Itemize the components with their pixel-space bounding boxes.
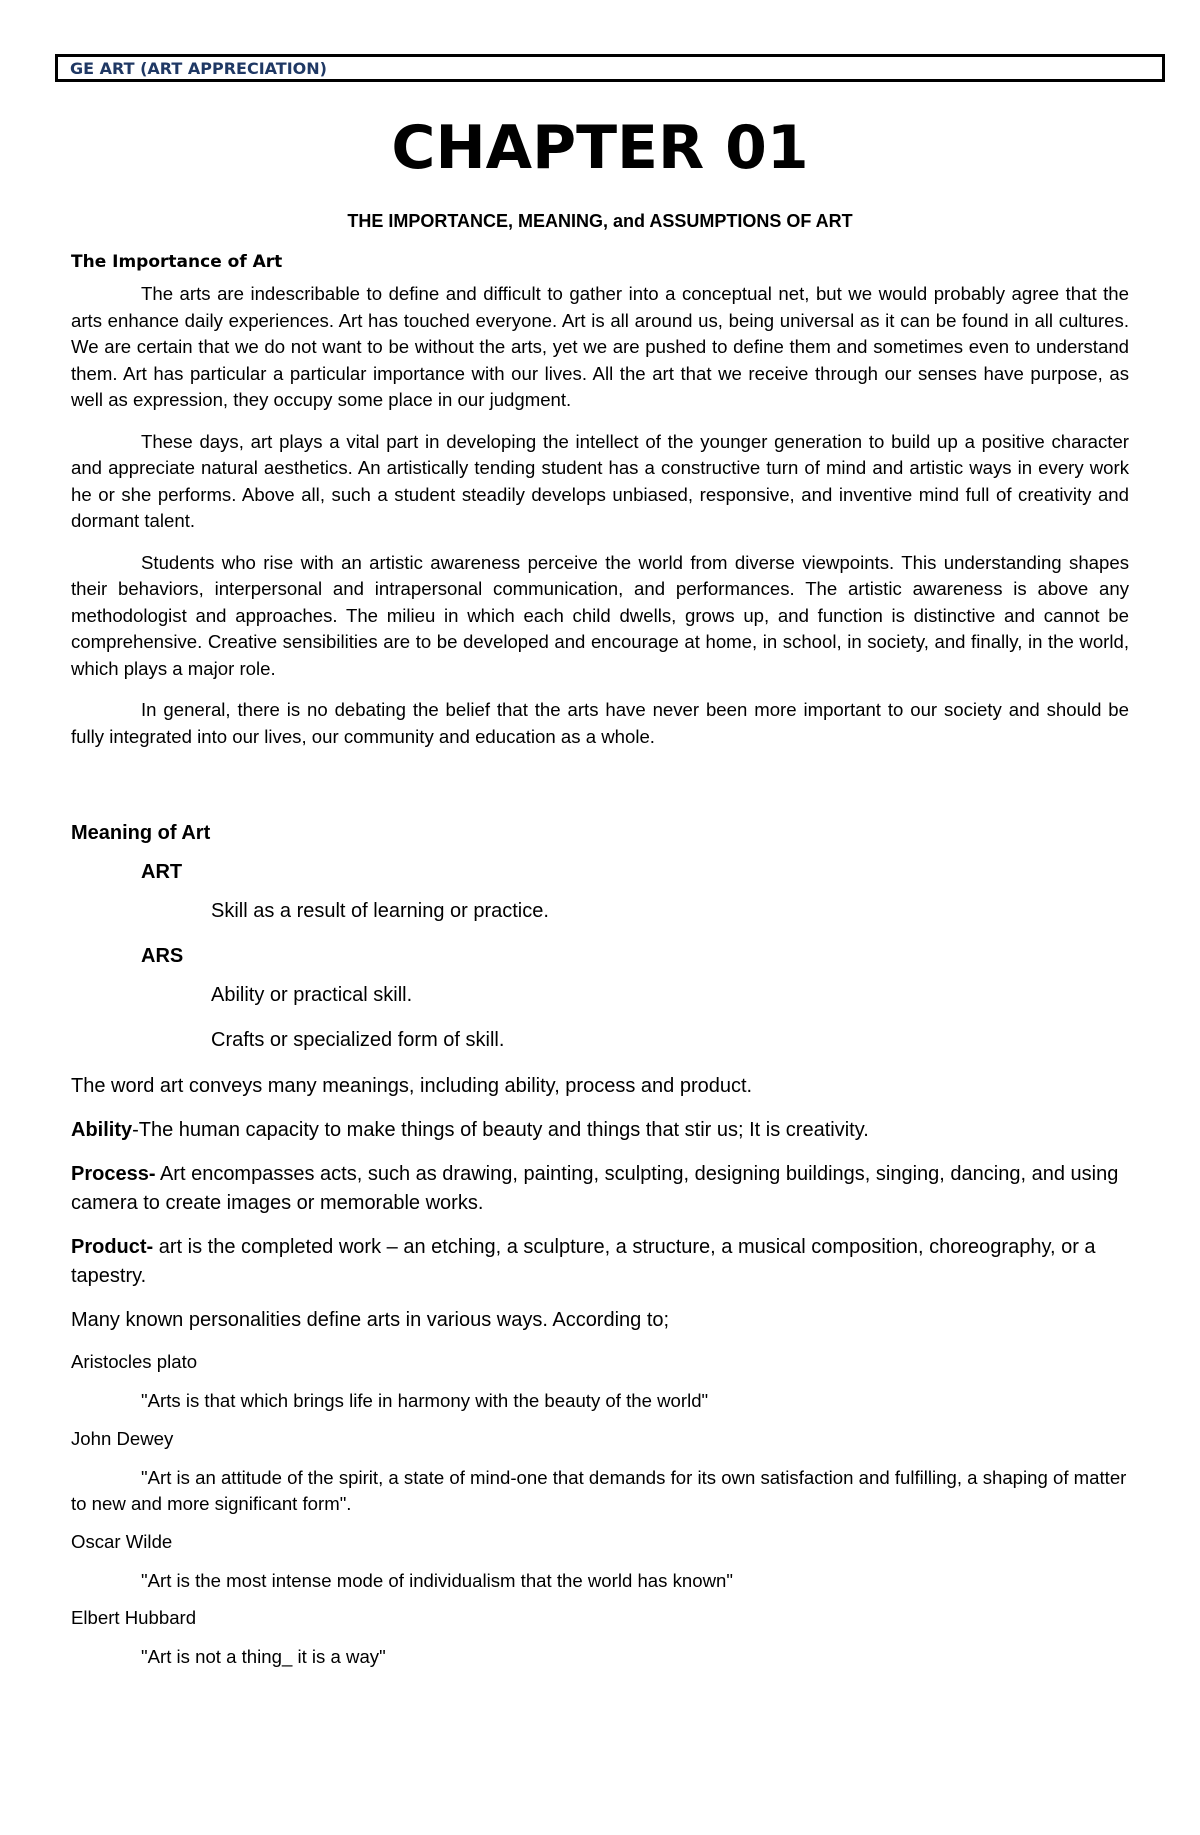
product-text: art is the completed work – an etching, a sculpture, a structure, a musical composition, choreography, or a tapestry. bbox=[71, 1236, 1096, 1287]
paragraph: In general, there is no debating the belief that the arts have never been more important to our society and should be fully integrated into our lives, our community and education as a whole. bbox=[71, 699, 1129, 747]
conveys-line: The word art conveys many meanings, including ability, process and product. bbox=[71, 1075, 753, 1097]
paragraph: Students who rise with an artistic awareness perceive the world from diverse viewpoints. This understanding shapes their behaviors, interpersonal and intrapersonal communication, and performances. The artistic awareness is above any methodologist and approaches. The milieu in which each child dwells, grows up, and function is distinctive and cannot be comprehensive. Creative sensibilities are to be developed and encourage at home, in school, in society, and finally, in the world, which plays a major role. bbox=[71, 551, 1129, 679]
definition-ars-1: Ability or practical skill. bbox=[211, 984, 413, 1006]
quote-author: Elbert Hubbard bbox=[71, 1607, 197, 1628]
header-label: GE ART (ART APPRECIATION) bbox=[70, 59, 327, 78]
ability-line bbox=[71, 1116, 1129, 1145]
document-body bbox=[71, 251, 1129, 1683]
product-term: Product- bbox=[71, 1236, 154, 1258]
ability-text: -The human capacity to make things of beauty and things that stir us; It is creativity. bbox=[132, 1119, 869, 1141]
chapter-subtitle: THE IMPORTANCE, MEANING, and ASSUMPTIONS OF ART bbox=[347, 211, 853, 231]
definition-art: Skill as a result of learning or practice. bbox=[211, 900, 549, 922]
running-header bbox=[55, 54, 1165, 82]
ability-term: Ability bbox=[71, 1119, 133, 1141]
process-text: Art encompasses acts, such as drawing, painting, sculpting, designing buildings, singing, dancing, and using camera to create images or memorable works. bbox=[71, 1163, 1119, 1214]
paragraph: The arts are indescribable to define and difficult to gather into a conceptual net, but we would probably agree that the arts enhance daily experiences. Art has touched everyone. Art is all around us, being universal as it can be found in all cultures. We are certain that we do not want to be without the arts, yet we are pushed to define them and sometimes even to understand them. Art has particular a particular importance with our lives. All the art that we receive through our senses have purpose, as well as expression, they occupy some place in our judgment. bbox=[71, 283, 1129, 410]
paragraph: These days, art plays a vital part in developing the intellect of the younger generation to build up a positive character and appreciate natural aesthetics. An artistically tending student has a constructive turn of mind and artistic ways in every work he or she performs. Above all, such a student steadily develops unbiased, responsive, and inventive mind full of creativity and dormant talent. bbox=[71, 430, 1129, 531]
term-ars: ARS bbox=[141, 945, 184, 967]
process-term: Process- bbox=[71, 1163, 156, 1185]
quote-text: "Art is an attitude of the spirit, a state of mind-one that demands for its own satisfaction and fulfilling, a shaping of matter to new and more significant form". bbox=[71, 1466, 1127, 1514]
chapter-title: CHAPTER 01 bbox=[391, 113, 809, 183]
personalities-intro: Many known personalities define arts in various ways. According to; bbox=[71, 1309, 670, 1331]
quote-text: "Art is the most intense mode of individualism that the world has known" bbox=[141, 1569, 733, 1591]
quote-text: "Art is not a thing_ it is a way" bbox=[141, 1646, 386, 1667]
section-heading-meaning: Meaning of Art bbox=[71, 822, 211, 844]
term-art: ART bbox=[141, 861, 183, 883]
quote-text: "Arts is that which brings life in harmony with the beauty of the world" bbox=[141, 1390, 709, 1411]
section-heading-importance: The Importance of Art bbox=[71, 252, 283, 272]
quote-author: John Dewey bbox=[71, 1427, 174, 1449]
quote-author: Oscar Wilde bbox=[71, 1530, 173, 1552]
quote-author: Aristocles plato bbox=[71, 1351, 198, 1372]
product-line bbox=[71, 1233, 1129, 1291]
process-line bbox=[71, 1160, 1129, 1218]
definition-ars-2: Crafts or specialized form of skill. bbox=[211, 1029, 505, 1051]
